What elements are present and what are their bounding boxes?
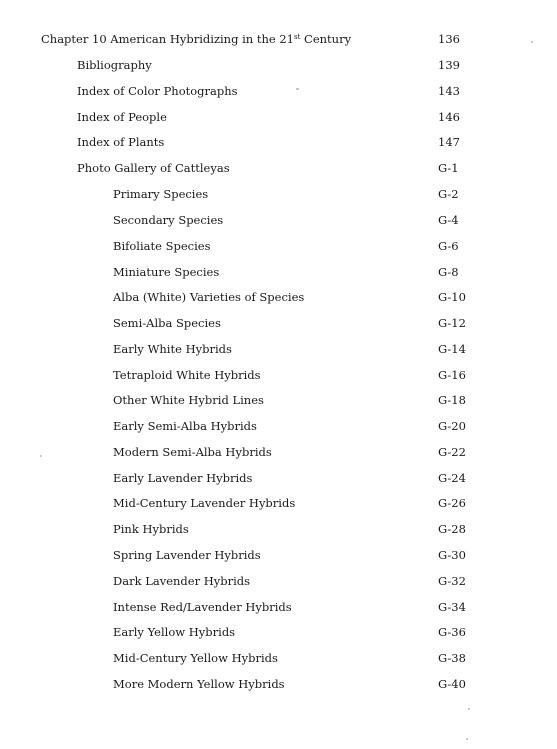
toc-entry-photo-gallery [0, 158, 557, 178]
toc-page-number: 146 [438, 110, 460, 124]
toc-page-number: 139 [438, 58, 460, 72]
toc-subentry [0, 365, 557, 385]
toc-entry-label: Semi-Alba Species [113, 316, 221, 330]
toc-page-number: G-18 [438, 393, 466, 407]
toc-subentry [0, 262, 557, 282]
toc-entry-index-color-photos [0, 81, 557, 101]
toc-entry-bibliography [0, 55, 557, 75]
scan-speck [40, 455, 42, 457]
toc-page-number: G-32 [438, 574, 466, 588]
toc-page-number: G-12 [438, 316, 466, 330]
toc-page-number: G-30 [438, 548, 466, 562]
toc-page-number: G-22 [438, 445, 466, 459]
toc-entry-label: Intense Red/Lavender Hybrids [113, 600, 292, 614]
toc-page-number: G-26 [438, 496, 466, 510]
toc-entry-label: Primary Species [113, 187, 209, 201]
toc-subentry [0, 236, 557, 256]
toc-entry-label: More Modern Yellow Hybrids [113, 677, 285, 691]
toc-subentry [0, 519, 557, 539]
toc-page-number: 143 [438, 84, 460, 98]
toc-entry-label: Spring Lavender Hybrids [113, 548, 261, 562]
toc-entry-label: Other White Hybrid Lines [113, 393, 264, 407]
toc-entry-label: Early Yellow Hybrids [113, 625, 236, 639]
toc-page-number: G-20 [438, 419, 466, 433]
toc-entry-label: Alba (White) Varieties of Species [113, 290, 305, 304]
toc-entry-label: Miniature Species [113, 265, 220, 279]
toc-page-number: G-2 [438, 187, 459, 201]
toc-subentry [0, 571, 557, 591]
toc-page-number: G-4 [438, 213, 459, 227]
toc-entry-label: Mid-Century Yellow Hybrids [113, 651, 278, 665]
chapter-title-superscript: st [293, 33, 301, 41]
toc-entry-label: Index of People [77, 110, 167, 124]
toc-entry-label: Pink Hybrids [113, 522, 189, 536]
toc-subentry [0, 184, 557, 204]
toc-subentry [0, 313, 557, 333]
toc-entry-label: Modern Semi-Alba Hybrids [113, 445, 272, 459]
toc-page-number: G-24 [438, 471, 466, 485]
scan-speck [466, 738, 468, 740]
toc-page-number: G-36 [438, 625, 466, 639]
toc-entry-label: Early Lavender Hybrids [113, 471, 253, 485]
toc-subentry [0, 390, 557, 410]
chapter-title-main: Chapter 10 American Hybridizing in the 21 [41, 32, 294, 46]
toc-entry-index-people [0, 107, 557, 127]
toc-chapter-title [41, 29, 351, 49]
toc-subentry [0, 648, 557, 668]
toc-subentry [0, 545, 557, 565]
toc-page-number: G-6 [438, 239, 459, 253]
scan-speck [296, 88, 299, 90]
toc-page-number: G-40 [438, 677, 466, 691]
toc-subentry [0, 674, 557, 694]
toc-page-number: G-38 [438, 651, 466, 665]
toc-entry-index-plants [0, 132, 557, 152]
toc-entry-label: Early White Hybrids [113, 342, 232, 356]
toc-page-number: G-14 [438, 342, 466, 356]
toc-subentry [0, 468, 557, 488]
toc-entry-label: Dark Lavender Hybrids [113, 574, 251, 588]
toc-subentry [0, 416, 557, 436]
toc-entry-label: Secondary Species [113, 213, 224, 227]
toc-subentry [0, 210, 557, 230]
scan-speck [531, 41, 533, 43]
chapter-title-end: Century [300, 32, 352, 46]
toc-page-number: G-34 [438, 600, 466, 614]
scan-speck [468, 708, 470, 710]
toc-subentry [0, 339, 557, 359]
toc-entry-label: Bifoliate Species [113, 239, 211, 253]
toc-page-number: 136 [438, 32, 460, 46]
toc-subentry [0, 622, 557, 642]
toc-subentry [0, 287, 557, 307]
toc-page-number: G-28 [438, 522, 466, 536]
toc-page-number: 147 [438, 135, 460, 149]
toc-entry-label: Index of Plants [77, 135, 165, 149]
toc-entry-label: Photo Gallery of Cattleyas [77, 161, 230, 175]
toc-entry-label: Mid-Century Lavender Hybrids [113, 496, 296, 510]
toc-page-number: G-16 [438, 368, 466, 382]
toc-entry-label: Index of Color Photographs [77, 84, 238, 98]
toc-chapter-row [0, 29, 557, 49]
toc-page-number: G-10 [438, 290, 466, 304]
toc-subentry [0, 442, 557, 462]
toc-entry-label: Tetraploid White Hybrids [113, 368, 261, 382]
toc-page-number: G-1 [438, 161, 459, 175]
toc-entry-label: Early Semi-Alba Hybrids [113, 419, 257, 433]
toc-subentry [0, 493, 557, 513]
toc-page-number: G-8 [438, 265, 459, 279]
toc-subentry [0, 597, 557, 617]
toc-entry-label: Bibliography [77, 58, 152, 72]
